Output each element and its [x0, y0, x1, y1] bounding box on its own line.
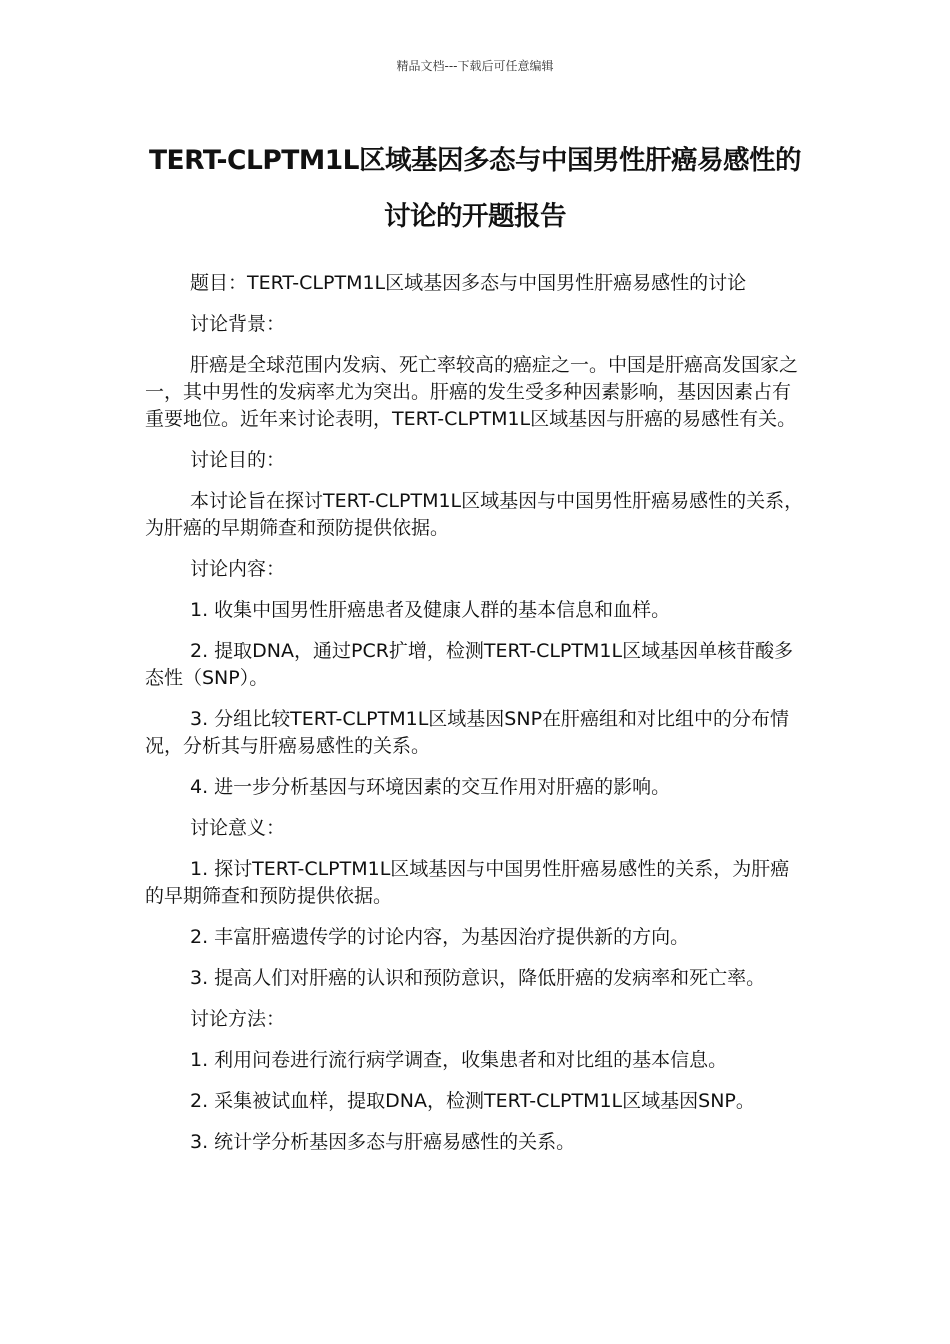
- heading-background: 讨论背景：: [190, 313, 286, 335]
- paragraph-purpose: 本讨论旨在探讨TERT-CLPTM1L区域基因与中国男性肝癌易感性的关系，为肝癌的早期筛查和预防提供依据。: [145, 490, 804, 539]
- significance-item-2: 2. 丰富肝癌遗传学的讨论内容，为基因治疗提供新的方向。: [190, 926, 690, 948]
- content-item-2: 2. 提取DNA，通过PCR扩增，检测TERT-CLPTM1L区域基因单核苷酸多态性（SNP）。: [145, 640, 794, 689]
- document-title: TERT-CLPTM1L区域基因多态与中国男性肝癌易感性的讨论的开题报告: [148, 145, 802, 232]
- method-item-3: 3. 统计学分析基因多态与肝癌易感性的关系。: [190, 1131, 576, 1153]
- method-item-1: 1. 利用问卷进行流行病学调查，收集患者和对比组的基本信息。: [190, 1049, 728, 1071]
- content-item-1: 1. 收集中国男性肝癌患者及健康人群的基本信息和血样。: [190, 599, 671, 621]
- paragraph-topic: 题目：TERT-CLPTM1L区域基因多态与中国男性肝癌易感性的讨论: [190, 272, 747, 294]
- significance-item-3: 3. 提高人们对肝癌的认识和预防意识，降低肝癌的发病率和死亡率。: [190, 967, 766, 989]
- significance-item-1: 1. 探讨TERT-CLPTM1L区域基因与中国男性肝癌易感性的关系，为肝癌的早期筛查和预防提供依据。: [145, 858, 790, 907]
- content-item-3: 3. 分组比较TERT-CLPTM1L区域基因SNP在肝癌组和对比组中的分布情况，分析其与肝癌易感性的关系。: [145, 708, 790, 757]
- paragraph-background: 肝癌是全球范围内发病、死亡率较高的癌症之一。中国是肝癌高发国家之一，其中男性的发病率尤为突出。肝癌的发生受多种因素影响，基因因素占有重要地位。近年来讨论表明，TERT-CLPTM1L区域基因与肝癌的易感性有关。: [145, 354, 799, 430]
- heading-content: 讨论内容：: [190, 558, 286, 580]
- heading-significance: 讨论意义：: [190, 817, 286, 839]
- page-header: 精品文档---下载后可任意编辑: [396, 59, 554, 73]
- method-item-2: 2. 采集被试血样，提取DNA，检测TERT-CLPTM1L区域基因SNP。: [190, 1090, 755, 1112]
- document-body: [145, 270, 805, 1170]
- content-item-4: 4. 进一步分析基因与环境因素的交互作用对肝癌的影响。: [190, 776, 671, 798]
- heading-methods: 讨论方法：: [190, 1008, 286, 1030]
- heading-purpose: 讨论目的：: [190, 449, 286, 471]
